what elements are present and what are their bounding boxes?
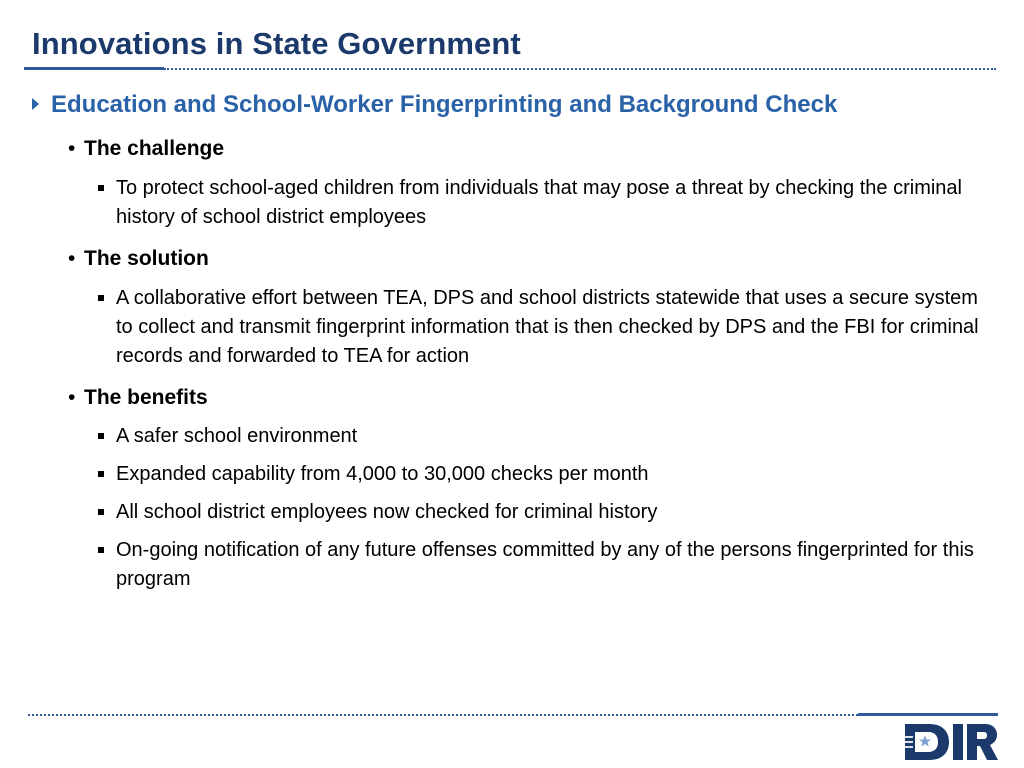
section-label: The challenge	[84, 137, 225, 160]
footer-divider-dotted	[28, 714, 858, 716]
topic-heading-text: Education and School-Worker Fingerprinting and Background Check	[51, 91, 838, 118]
list-item	[98, 498, 998, 527]
list-item-text: To protect school-aged children from individuals that may pose a threat by checking the criminal history of school district employees	[116, 177, 962, 228]
list-item-text: All school district employees now checked for criminal history	[116, 501, 658, 523]
square-bullet-icon	[98, 509, 104, 515]
list-item-text: Expanded capability from 4,000 to 30,000 checks per month	[116, 463, 649, 485]
square-bullet-icon	[98, 185, 104, 191]
dir-logo-icon	[903, 722, 999, 762]
title-divider-dotted	[164, 68, 996, 70]
footer-divider-solid	[858, 713, 998, 716]
triangle-bullet-icon	[32, 98, 39, 110]
title-divider-solid	[24, 67, 164, 70]
square-bullet-icon	[98, 433, 104, 439]
square-bullet-icon	[98, 471, 104, 477]
list-item	[98, 536, 998, 594]
bullet-dot-icon: •	[68, 386, 76, 409]
list-item	[98, 422, 998, 451]
list-item-text: On-going notification of any future offenses committed by any of the persons fingerprinted for this program	[116, 539, 974, 590]
square-bullet-icon	[98, 547, 104, 553]
topic-heading	[32, 90, 837, 120]
list-item	[98, 284, 998, 371]
section-label: The solution	[84, 247, 209, 270]
section-benefits	[68, 385, 208, 411]
square-bullet-icon	[98, 295, 104, 301]
list-item-text: A safer school environment	[116, 425, 358, 447]
slide-title: Innovations in State Government	[32, 26, 521, 61]
list-item	[98, 460, 998, 489]
list-item-text: A collaborative effort between TEA, DPS and school districts statewide that uses a secure system to collect and transmit fingerprint information that is then checked by DPS and the FBI for criminal records and forwarded to TEA for action	[116, 287, 979, 367]
list-item	[98, 174, 998, 232]
section-solution	[68, 246, 209, 272]
bullet-dot-icon: •	[68, 247, 76, 270]
section-label: The benefits	[84, 386, 208, 409]
bullet-dot-icon: •	[68, 137, 76, 160]
section-challenge	[68, 136, 224, 162]
